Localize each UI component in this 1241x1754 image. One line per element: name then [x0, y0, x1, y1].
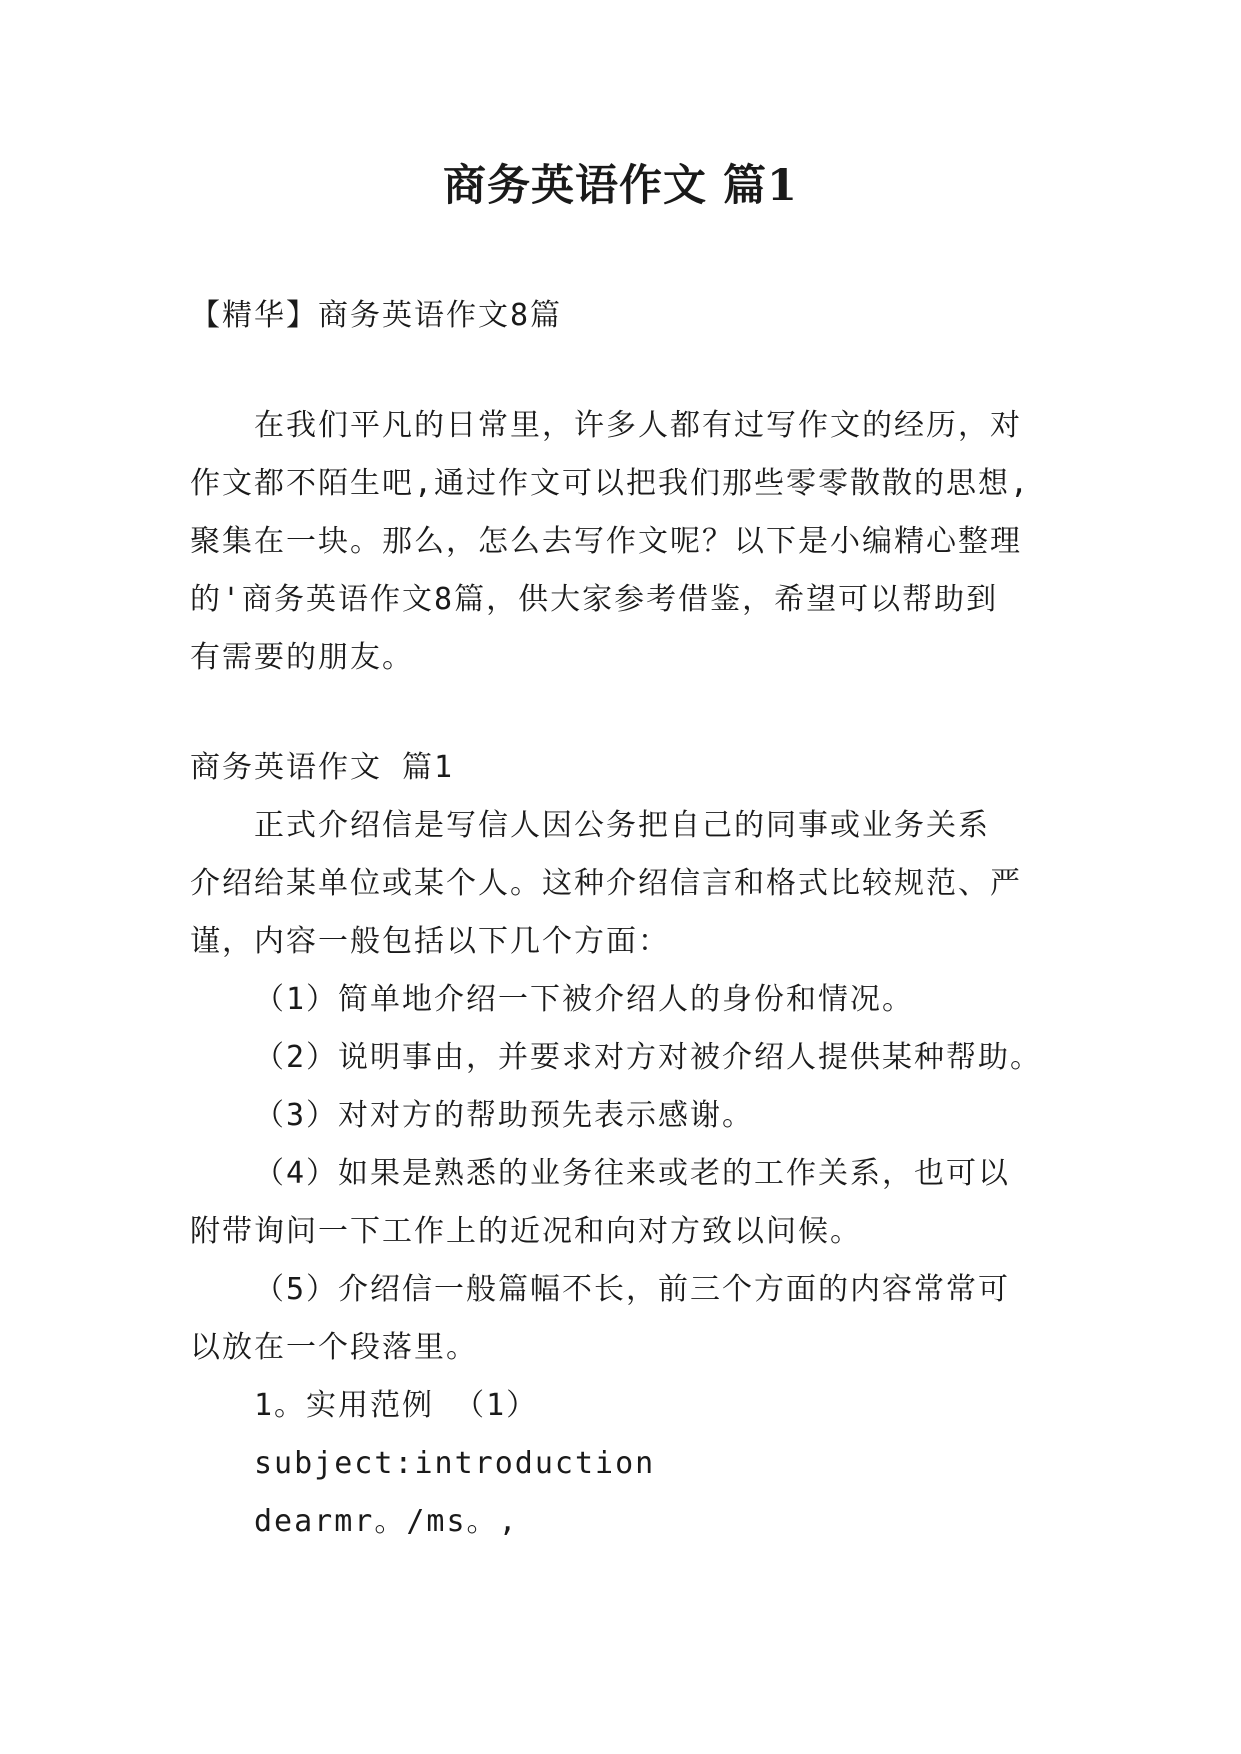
letter-salutation: dearmr。/ms。,	[254, 1504, 519, 1539]
body-line: 正式介绍信是写信人因公务把自己的同事或业务关系	[254, 808, 990, 843]
intro-line: 在我们平凡的日常里，许多人都有过写作文的经历，对	[254, 408, 1022, 443]
body-line: 介绍给某单位或某个人。这种介绍信言和格式比较规范、严	[190, 866, 1022, 901]
list-item: （3）对对方的帮助预先表示感谢。	[254, 1098, 755, 1133]
body-line: 以放在一个段落里。	[190, 1330, 478, 1365]
body-line: 谨，内容一般包括以下几个方面：	[190, 924, 670, 959]
list-item: （2）说明事由，并要求对方对被介绍人提供某种帮助。	[254, 1040, 1043, 1075]
example-heading: 1。实用范例 （1）	[254, 1388, 539, 1423]
intro-line: 有需要的朋友。	[190, 640, 414, 675]
list-item: （1）简单地介绍一下被介绍人的身份和情况。	[254, 982, 915, 1017]
section-heading: 商务英语作文 篇1	[190, 750, 455, 785]
document-subtitle: 【精华】商务英语作文8篇	[190, 298, 563, 333]
intro-line: 聚集在一块。那么，怎么去写作文呢？以下是小编精心整理	[190, 524, 1022, 559]
intro-line: 的'商务英语作文8篇，供大家参考借鉴，希望可以帮助到	[190, 582, 999, 617]
list-item: （4）如果是熟悉的业务往来或老的工作关系，也可以	[254, 1156, 1011, 1191]
list-item: （5）介绍信一般篇幅不长，前三个方面的内容常常可	[254, 1272, 1011, 1307]
body-line: 附带询问一下工作上的近况和向对方致以问候。	[190, 1214, 862, 1249]
document-title: 商务英语作文 篇1	[443, 161, 798, 211]
letter-subject: subject:introduction	[254, 1446, 656, 1481]
intro-line: 作文都不陌生吧,通过作文可以把我们那些零零散散的思想,	[190, 466, 1031, 501]
